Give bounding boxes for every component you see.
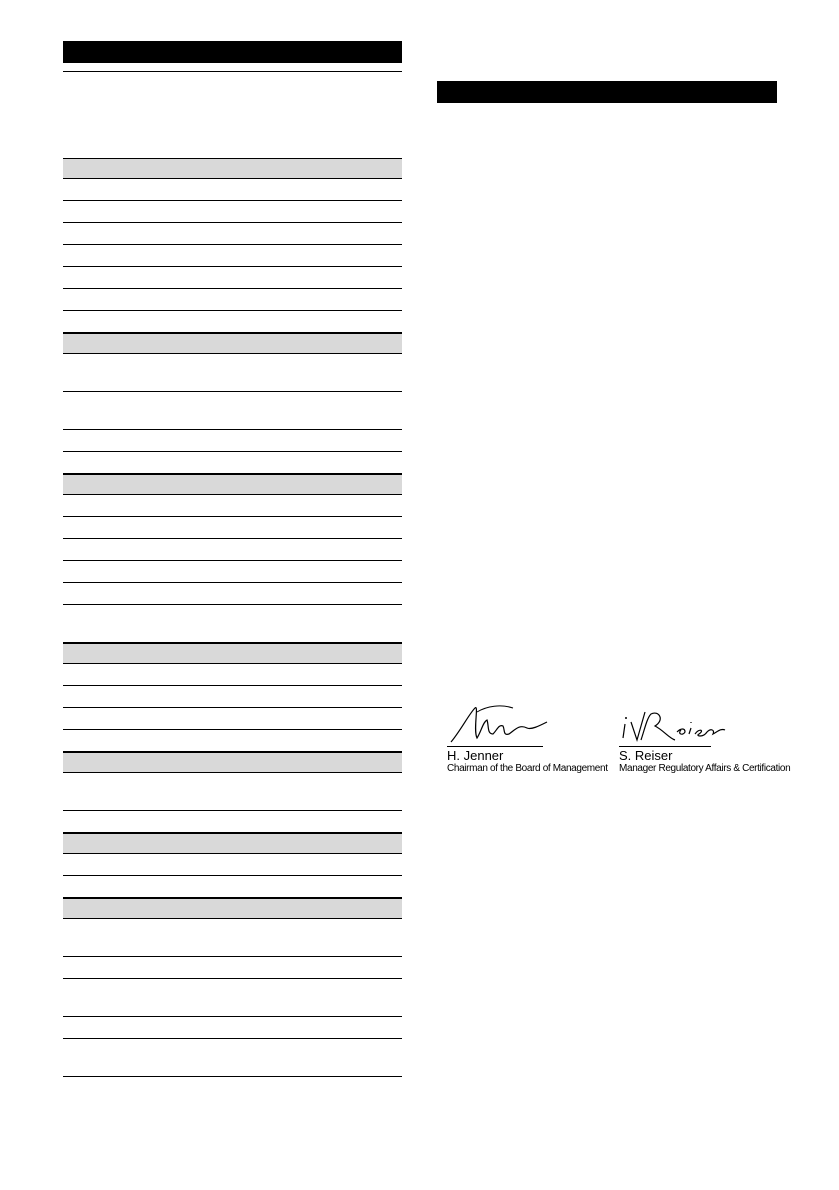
table-row (63, 201, 402, 223)
table-row (63, 664, 402, 686)
table-row (63, 289, 402, 311)
signatory-name: S. Reiser (619, 748, 673, 763)
table-row (63, 583, 402, 605)
table-row (63, 517, 402, 539)
table-row (63, 495, 402, 517)
table-row (63, 430, 402, 452)
table-section-header (63, 898, 402, 919)
declaration-column (437, 81, 777, 103)
table-row (63, 605, 402, 643)
table-row (63, 979, 402, 1017)
signatory-title: Chairman of the Board of Management (447, 763, 608, 774)
table-section-header (63, 752, 402, 773)
table-row (63, 773, 402, 811)
table-row (63, 539, 402, 561)
signatory-title: Manager Regulatory Affairs & Certification (619, 763, 791, 774)
signature-rule (447, 746, 543, 747)
signature-block (447, 700, 791, 790)
handwritten-signature-icon (619, 700, 729, 746)
intro-block (63, 71, 402, 158)
table-row (63, 452, 402, 474)
table-section-header (63, 643, 402, 664)
table-section-header (63, 474, 402, 495)
table-row (63, 311, 402, 333)
table-row (63, 708, 402, 730)
table-row (63, 876, 402, 898)
table-row (63, 1017, 402, 1039)
signature-jenner (447, 700, 607, 775)
table-section-header (63, 158, 402, 179)
technical-data-table (63, 41, 402, 1077)
section-header-bar (63, 41, 402, 63)
table-row (63, 245, 402, 267)
table-row (63, 1039, 402, 1077)
handwritten-signature-icon (447, 700, 557, 746)
table-section-header (63, 333, 402, 354)
table-row (63, 354, 402, 392)
section-header-bar (437, 81, 777, 103)
table-row (63, 267, 402, 289)
table-row (63, 854, 402, 876)
table-row (63, 561, 402, 583)
table-row (63, 919, 402, 957)
table-row (63, 811, 402, 833)
table-row (63, 957, 402, 979)
signatory-name: H. Jenner (447, 748, 504, 763)
signature-rule (619, 746, 711, 747)
table-row (63, 686, 402, 708)
table-section-header (63, 833, 402, 854)
table-row (63, 179, 402, 201)
signature-reiser (619, 700, 791, 775)
table-row (63, 392, 402, 430)
table-row (63, 223, 402, 245)
table-row (63, 730, 402, 752)
